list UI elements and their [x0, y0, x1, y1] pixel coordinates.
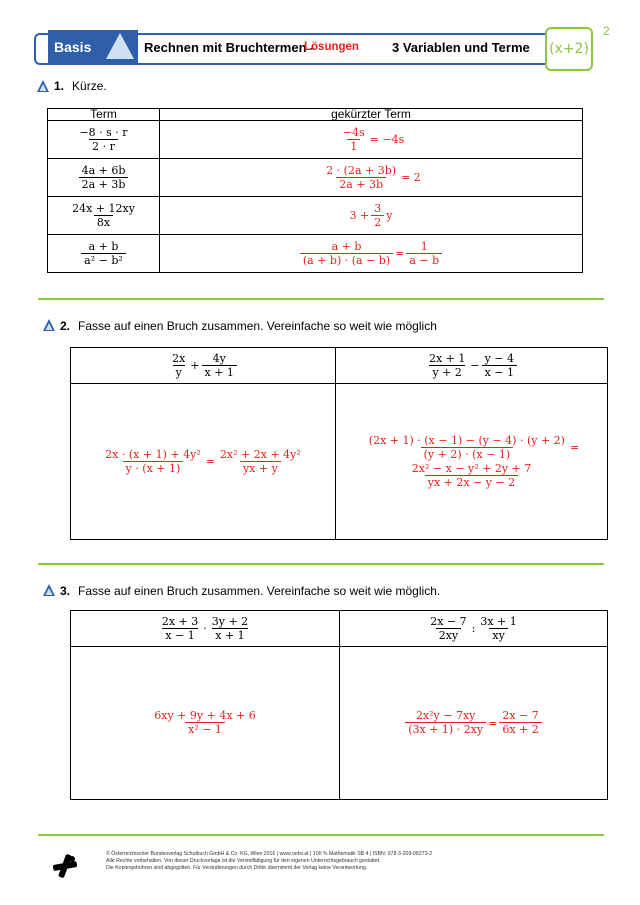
footer-line-1: © Österreichischer Bundesverlag Schulbuch GmbH & Co. KG, Wien 2016 | www.oebv.at | 100 % Mathematik SB 4 | ISBN: 978-3-209-08273-2 [106, 851, 433, 857]
reduced-cell: 3 + $\frac{3}{2}$ y [160, 197, 583, 235]
level-triangle-icon [42, 583, 56, 597]
footer-line-2: Alle Rechte vorbehalten. Von dieser Druckvorlage ist die Vervielfältigung für den eigenen Unterrichtsgebrauch gestattet. [106, 858, 381, 865]
worksheet-title: Rechnen mit Bruchtermen - [144, 40, 315, 55]
footer-line-3: Die Kopiergebühren sind abgegolten. Für Veränderungen durch Dritte übernimmt der Verlag keine Verantwortung. [106, 865, 368, 872]
task3-heading [60, 584, 440, 598]
task2-instruction: Fasse auf einen Bruch zusammen. Vereinfache so weit wie möglich [78, 319, 437, 333]
task2-right-question: $\frac{2x + 1}{y + 2}$ − $\frac{y - 4}{x - 1}$ [336, 348, 608, 384]
level-triangle-icon [36, 79, 50, 93]
task1-number: 1. [54, 79, 65, 93]
basis-logo [48, 30, 138, 64]
chapter-title: 3 Variablen und Terme [392, 40, 530, 55]
formula-badge [545, 27, 593, 71]
task3-left-question: $\frac{2x + 3}{x - 1}$ · $\frac{3y + 2}{x + 1}$ [71, 611, 340, 647]
col-reduced-header: gekürzter Term [160, 109, 583, 121]
task3-table [70, 610, 608, 800]
term-cell: $\frac{24x + 12xy}{8x}$ [48, 197, 160, 235]
formula-text: (x+2) [549, 41, 589, 57]
table-row [48, 235, 583, 273]
section-divider [38, 834, 604, 836]
task1-instruction: Kürze. [72, 79, 107, 93]
reduced-cell: $\frac{2 \cdot (2a + 3b)}{2a + 3b}$ = 2 [160, 159, 583, 197]
table-row [48, 159, 583, 197]
solutions-label: Lösungen [304, 41, 359, 53]
reduced-cell: $\frac{-4s}{1}$ = −4s [160, 121, 583, 159]
publisher-logo-icon [52, 853, 78, 879]
section-divider [38, 563, 604, 565]
task3-right-answer: $\frac{\text{2x²y − 7xy}}{(3x + 1) \cdot 2xy}$ = $\frac{2x - 7}{6x + 2}$ [340, 647, 608, 800]
task2-right-answer: $\frac{(2x + 1) \cdot (x - 1) - (y - 4) \cdot (y + 2)}{(y + 2) \cdot (x - 1)}$ = $\frac{\text{2x² − x − y² + 2y + 7}}{yx + 2x - y - 2}$ [336, 384, 608, 540]
footer-copyright [106, 851, 432, 873]
task2-left-answer: $\frac{\text{2x · (x + 1) + 4y²}}{y \cdot (x + 1)}$ = $\frac{\text{2x² + 2x + 4y²}}{yx + y}$ [71, 384, 336, 540]
task3-number: 3. [60, 584, 71, 598]
level-triangle-icon [42, 318, 56, 332]
task3-instruction: Fasse auf einen Bruch zusammen. Vereinfache so weit wie möglich. [78, 584, 441, 598]
table-row [48, 197, 583, 235]
task1-heading [54, 79, 107, 93]
task3-left-answer: $\frac{6xy + 9y + 4x + 6}{\text{x² − 1}}$ [71, 647, 340, 800]
term-cell: $\frac{a + b}{\text{a² − b²}}$ [48, 235, 160, 273]
table-row [48, 121, 583, 159]
task1-table [47, 108, 583, 273]
triangle-icon [106, 33, 134, 59]
task2-left-question: $\frac{2x}{y}$ + $\frac{4y}{x + 1}$ [71, 348, 336, 384]
term-cell: $\frac{4a + 6b}{2a + 3b}$ [48, 159, 160, 197]
reduced-cell: $\frac{a + b}{(a + b) \cdot (a - b)}$ = $\frac{1}{a - b}$ [160, 235, 583, 273]
logo-label: Basis [54, 39, 92, 55]
task3-right-question: $\frac{2x - 7}{2xy}$ : $\frac{3x + 1}{xy}$ [340, 611, 608, 647]
col-term-header: Term [48, 109, 160, 121]
formula-exponent: 2 [603, 24, 610, 38]
term-cell: $\frac{-8 \cdot s \cdot r}{2 \cdot r}$ [48, 121, 160, 159]
section-divider [38, 298, 604, 300]
task2-number: 2. [60, 319, 71, 333]
task2-table [70, 347, 608, 540]
task2-heading [60, 319, 437, 333]
